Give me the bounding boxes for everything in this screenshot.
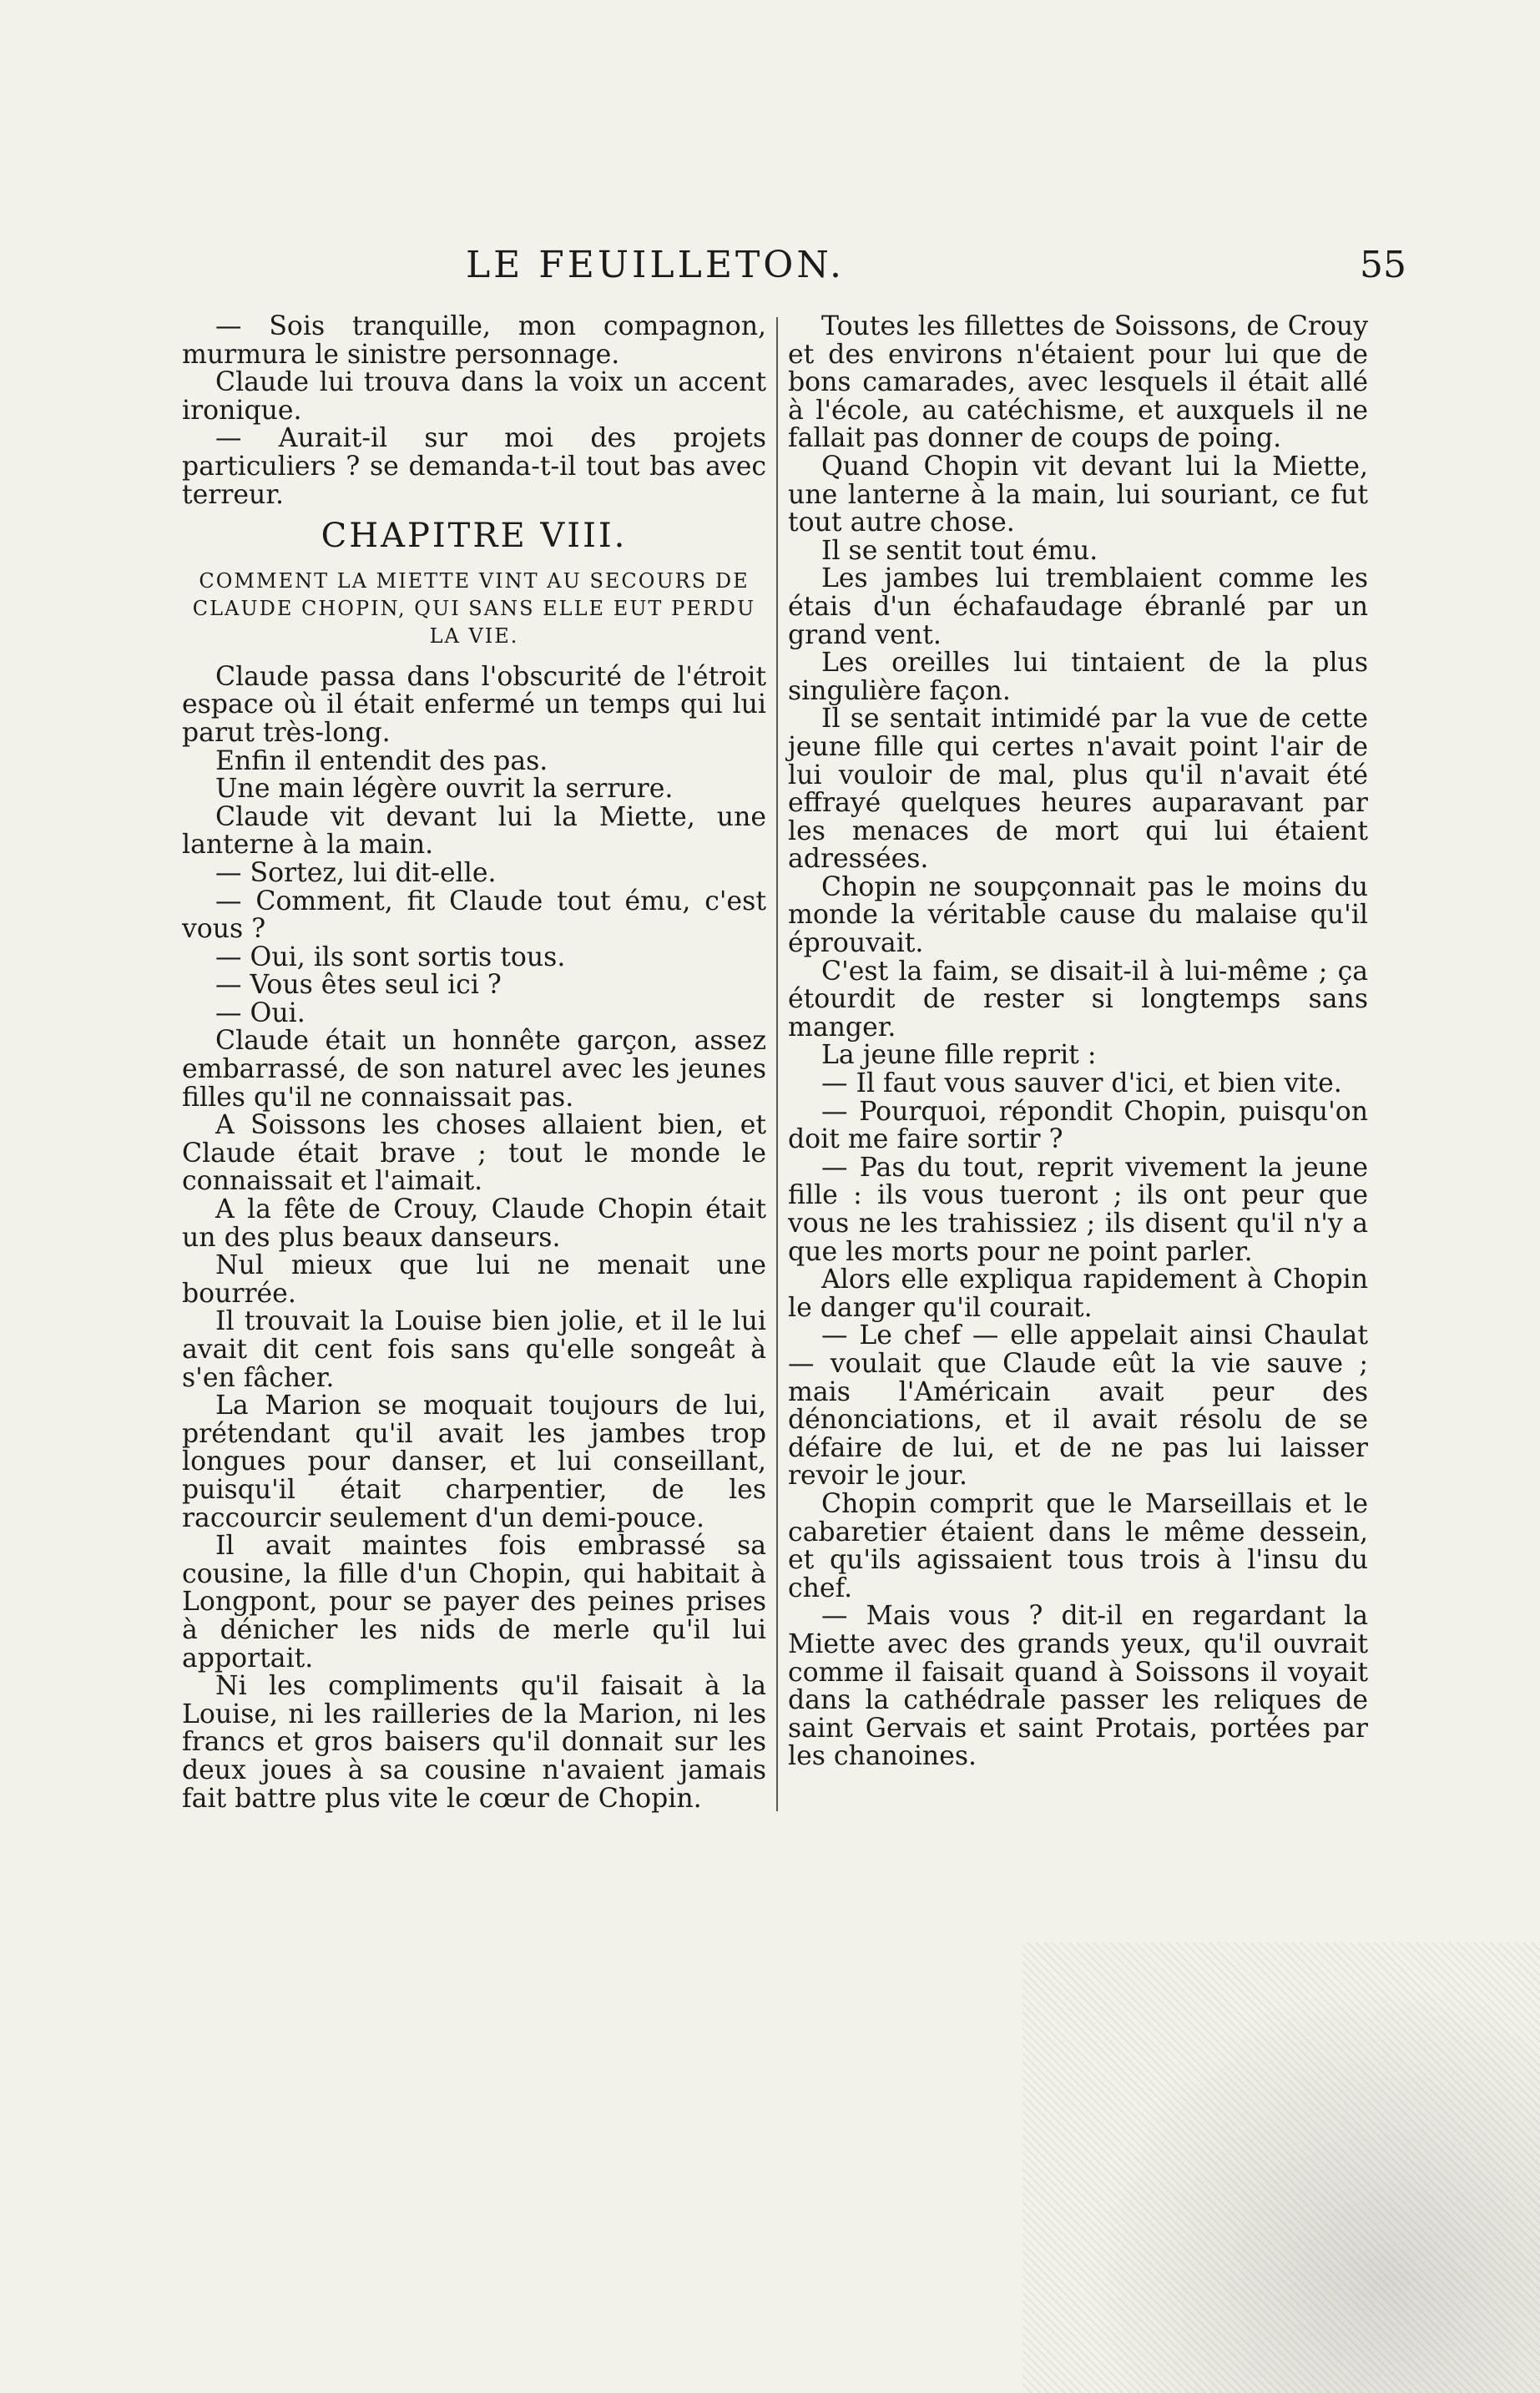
paragraph: Il se sentit tout ému.: [821, 535, 1098, 566]
paragraph: Enfin il entendit des pas.: [215, 745, 548, 776]
paragraph: Quand Chopin vit devant lui la Miette, une lanterne à la main, lui souriant, ce fut tout autre chose.: [788, 451, 1368, 538]
running-title: LE FEUILLETON.: [465, 244, 846, 286]
paragraph: Claude passa dans l'obscurité de l'étroit espace où il était enfermé un temps qui lui parut très-long.: [182, 661, 766, 748]
paragraph: Claude lui trouva dans la voix un accent ironique.: [182, 367, 766, 426]
paragraph: Chopin comprit que le Marseillais et le cabaretier étaient dans le même dessein, et qu'ils agissaient tous trois à l'insu du chef.: [788, 1488, 1368, 1603]
paragraph: Chopin ne soupçonnait pas le moins du monde la véritable cause du malaise qu'il éprouvait.: [788, 871, 1368, 959]
paragraph: Claude vit devant lui la Miette, une lanterne à la main.: [182, 801, 766, 861]
paragraph: La Marion se moquait toujours de lui, prétendant qu'il avait les jambes trop longues pour danser, et lui conseillant, puisqu'il était charpentier, de les raccourcir seulement d'un demi-pouce.: [182, 1391, 766, 1533]
paragraph: — Sortez, lui dit-elle.: [215, 857, 497, 888]
print-noise: [1022, 1942, 1540, 2393]
paragraph: Une main légère ouvrit la serrure.: [215, 774, 674, 805]
paragraph: C'est la faim, se disait-il à lui-même ; ça étourdit de rester si longtemps sans manger.: [788, 956, 1368, 1043]
paragraph: — Mais vous ? dit-il en regardant la Miette avec des grands yeux, qu'il ouvrait comme il faisait quand à Soissons il voyait dans la cathédrale passer les reliques de saint Gervais et saint Protais, portées par les chanoines.: [788, 1601, 1368, 1772]
paragraph: — Oui, ils sont sortis tous.: [215, 942, 566, 972]
paragraph: — Le chef — elle appelait ainsi Chaulat — voulait que Claude eût la vie sauve ; mais l'Américain avait peur des dénonciations, et il avait résolu de se défaire de lui, et de ne pas lui laisser revoir le jour.: [788, 1320, 1368, 1492]
paragraph: Il avait maintes fois embrassé sa cousine, la fille d'un Chopin, qui habitait à Longpont, pour se payer des peines prises à dénicher les nids de merle qu'il lui apportait.: [182, 1531, 766, 1674]
paragraph: Nul mieux que lui ne menait une bourrée.: [182, 1250, 766, 1309]
paragraph: Toutes les fillettes de Soissons, de Crouy et des environs n'étaient pour lui que de bons camarades, avec lesquels il était allé à l'école, au catéchisme, et auxquels il ne fallait pas donner de coups de poing.: [788, 311, 1368, 454]
chapter-title: CHAPITRE VIII.: [321, 517, 628, 556]
paragraph: A Soissons les choses allaient bien, et Claude était brave ; tout le monde le connaissait et l'aimait.: [182, 1110, 766, 1197]
paragraph: Les jambes lui tremblaient comme les étais d'un échafaudage ébranlé par un grand vent.: [788, 563, 1368, 650]
chapter-subtitle: COMMENT LA MIETTE VINT AU SECOURS DE CLAUDE CHOPIN, QUI SANS ELLE EUT PERDU LA VIE.: [192, 568, 756, 648]
paragraph: — Oui.: [215, 997, 305, 1028]
column-divider: [776, 317, 778, 1811]
right-column: [788, 313, 1368, 1771]
paragraph: Ni les compliments qu'il faisait à la Louise, ni les railleries de la Marion, ni les francs et gros baisers qu'il donnait sur les deux joues à sa cousine n'avaient jamais fait battre plus vite le cœur de Chopin.: [182, 1671, 766, 1814]
paragraph: — Pourquoi, répondit Chopin, puisqu'on doit me faire sortir ?: [788, 1096, 1368, 1155]
paragraph: — Comment, fit Claude tout ému, c'est vous ?: [182, 886, 766, 945]
page-header: [0, 244, 1540, 294]
paragraph: La jeune fille reprit :: [821, 1040, 1097, 1071]
paragraph: — Il faut vous sauver d'ici, et bien vite.: [821, 1068, 1342, 1099]
paragraph: Il trouvait la Louise bien jolie, et il le lui avait dit cent fois sans qu'elle songeât à s'en fâcher.: [182, 1306, 766, 1393]
paragraph: — Vous êtes seul ici ?: [215, 970, 502, 1001]
paragraph: Alors elle expliqua rapidement à Chopin le danger qu'il courait.: [788, 1265, 1368, 1323]
paragraph: — Sois tranquille, mon compagnon, murmura le sinistre personnage.: [182, 311, 766, 370]
paragraph: — Aurait-il sur moi des projets particuliers ? se demanda-t-il tout bas avec terreur.: [182, 423, 766, 510]
left-column: [182, 313, 766, 1813]
paragraph: A la fête de Crouy, Claude Chopin était un des plus beaux danseurs.: [182, 1194, 766, 1253]
paragraph: Il se sentait intimidé par la vue de cette jeune fille qui certes n'avait point l'air de lui vouloir de mal, plus qu'il n'avait été effrayé quelques heures auparavant par les menaces de mort qui lui étaient adressées.: [788, 704, 1368, 875]
paragraph: Les oreilles lui tintaient de la plus singulière façon.: [788, 648, 1368, 706]
page-number: 55: [1360, 244, 1406, 286]
paragraph: Claude était un honnête garçon, assez embarrassé, de son naturel avec les jeunes filles qu'il ne connaissait pas.: [182, 1026, 766, 1113]
paragraph: — Pas du tout, reprit vivement la jeune fille : ils vous tueront ; ils ont peur que vous ne les trahissiez ; ils disent qu'il n'y a que les morts pour ne point parler.: [788, 1152, 1368, 1267]
